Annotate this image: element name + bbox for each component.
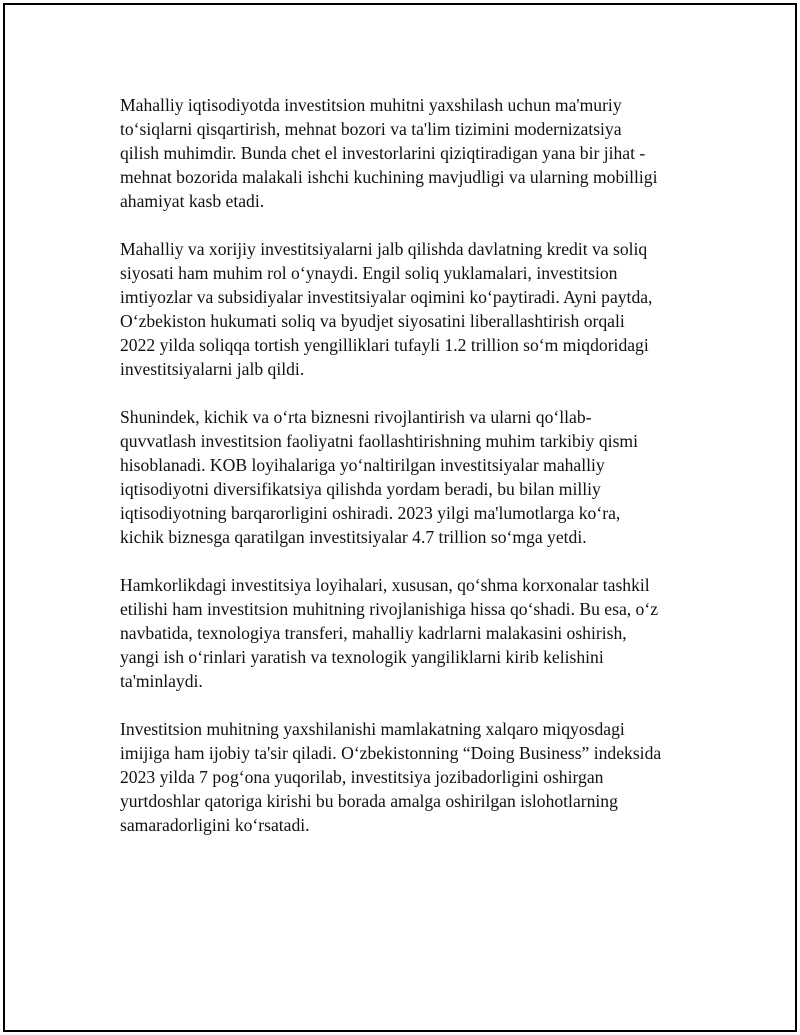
document-body [120, 93, 680, 837]
paragraph-line: yangi ish o‘rinlari yaratish va texnologik yangiliklarni kirib kelishini [120, 647, 604, 667]
paragraph-1 [120, 93, 680, 213]
paragraph-4 [120, 573, 680, 693]
paragraph-line: imijiga ham ijobiy ta'sir qiladi. O‘zbekistonning “Doing Business” indeksida [120, 743, 662, 763]
paragraph-line: mehnat bozorida malakali ishchi kuchining mavjudligi va ularning mobilligi [120, 167, 658, 187]
paragraph-line: kichik biznesga qaratilgan investitsiyalar 4.7 trillion so‘mga yetdi. [120, 527, 587, 547]
paragraph-3 [120, 405, 680, 549]
paragraph-line: navbatida, texnologiya transferi, mahalliy kadrlarni malakasini oshirish, [120, 623, 627, 643]
paragraph-line: etilishi ham investitsion muhitning rivojlanishiga hissa qo‘shadi. Bu esa, o‘z [120, 599, 659, 619]
paragraph-2 [120, 237, 680, 381]
paragraph-line: siyosati ham muhim rol o‘ynaydi. Engil soliq yuklamalari, investitsion [120, 263, 618, 283]
paragraph-line: Mahalliy va xorijiy investitsiyalarni jalb qilishda davlatning kredit va soliq [120, 239, 648, 259]
paragraph-line: investitsiyalarni jalb qildi. [120, 359, 305, 379]
paragraph-line: 2022 yilda soliqqa tortish yengilliklari tufayli 1.2 trillion so‘m miqdoridagi [120, 335, 649, 355]
paragraph-line: O‘zbekiston hukumati soliq va byudjet siyosatini liberallashtirish orqali [120, 311, 625, 331]
paragraph-line: ta'minlaydi. [120, 671, 203, 691]
paragraph-5 [120, 717, 680, 837]
paragraph-line: imtiyozlar va subsidiyalar investitsiyalar oqimini ko‘paytiradi. Ayni paytda, [120, 287, 653, 307]
paragraph-line: samaradorligini ko‘rsatadi. [120, 815, 310, 835]
paragraph-line: iqtisodiyotni diversifikatsiya qilishda yordam beradi, bu bilan milliy [120, 479, 601, 499]
paragraph-line: qilish muhimdir. Bunda chet el investorlarini qiziqtiradigan yana bir jihat - [120, 143, 646, 163]
paragraph-line: hisoblanadi. KOB loyihalariga yo‘naltirilgan investitsiyalar mahalliy [120, 455, 605, 475]
paragraph-line: Hamkorlikdagi investitsiya loyihalari, xususan, qo‘shma korxonalar tashkil [120, 575, 650, 595]
paragraph-line: 2023 yilda 7 pog‘ona yuqorilab, investitsiya jozibadorligini oshirgan [120, 767, 604, 787]
paragraph-line: iqtisodiyotning barqarorligini oshiradi. 2023 yilgi ma'lumotlarga ko‘ra, [120, 503, 621, 523]
paragraph-line: Investitsion muhitning yaxshilanishi mamlakatning xalqaro miqyosdagi [120, 719, 625, 739]
paragraph-line: Mahalliy iqtisodiyotda investitsion muhitni yaxshilash uchun ma'muriy [120, 95, 622, 115]
paragraph-line: yurtdoshlar qatoriga kirishi bu borada amalga oshirilgan islohotlarning [120, 791, 618, 811]
paragraph-line: ahamiyat kasb etadi. [120, 191, 265, 211]
document-page [3, 3, 797, 1032]
paragraph-line: to‘siqlarni qisqartirish, mehnat bozori va ta'lim tizimini modernizatsiya [120, 119, 622, 139]
paragraph-line: Shunindek, kichik va o‘rta biznesni rivojlantirish va ularni qo‘llab- [120, 407, 592, 427]
paragraph-line: quvvatlash investitsion faoliyatni faollashtirishning muhim tarkibiy qismi [120, 431, 638, 451]
